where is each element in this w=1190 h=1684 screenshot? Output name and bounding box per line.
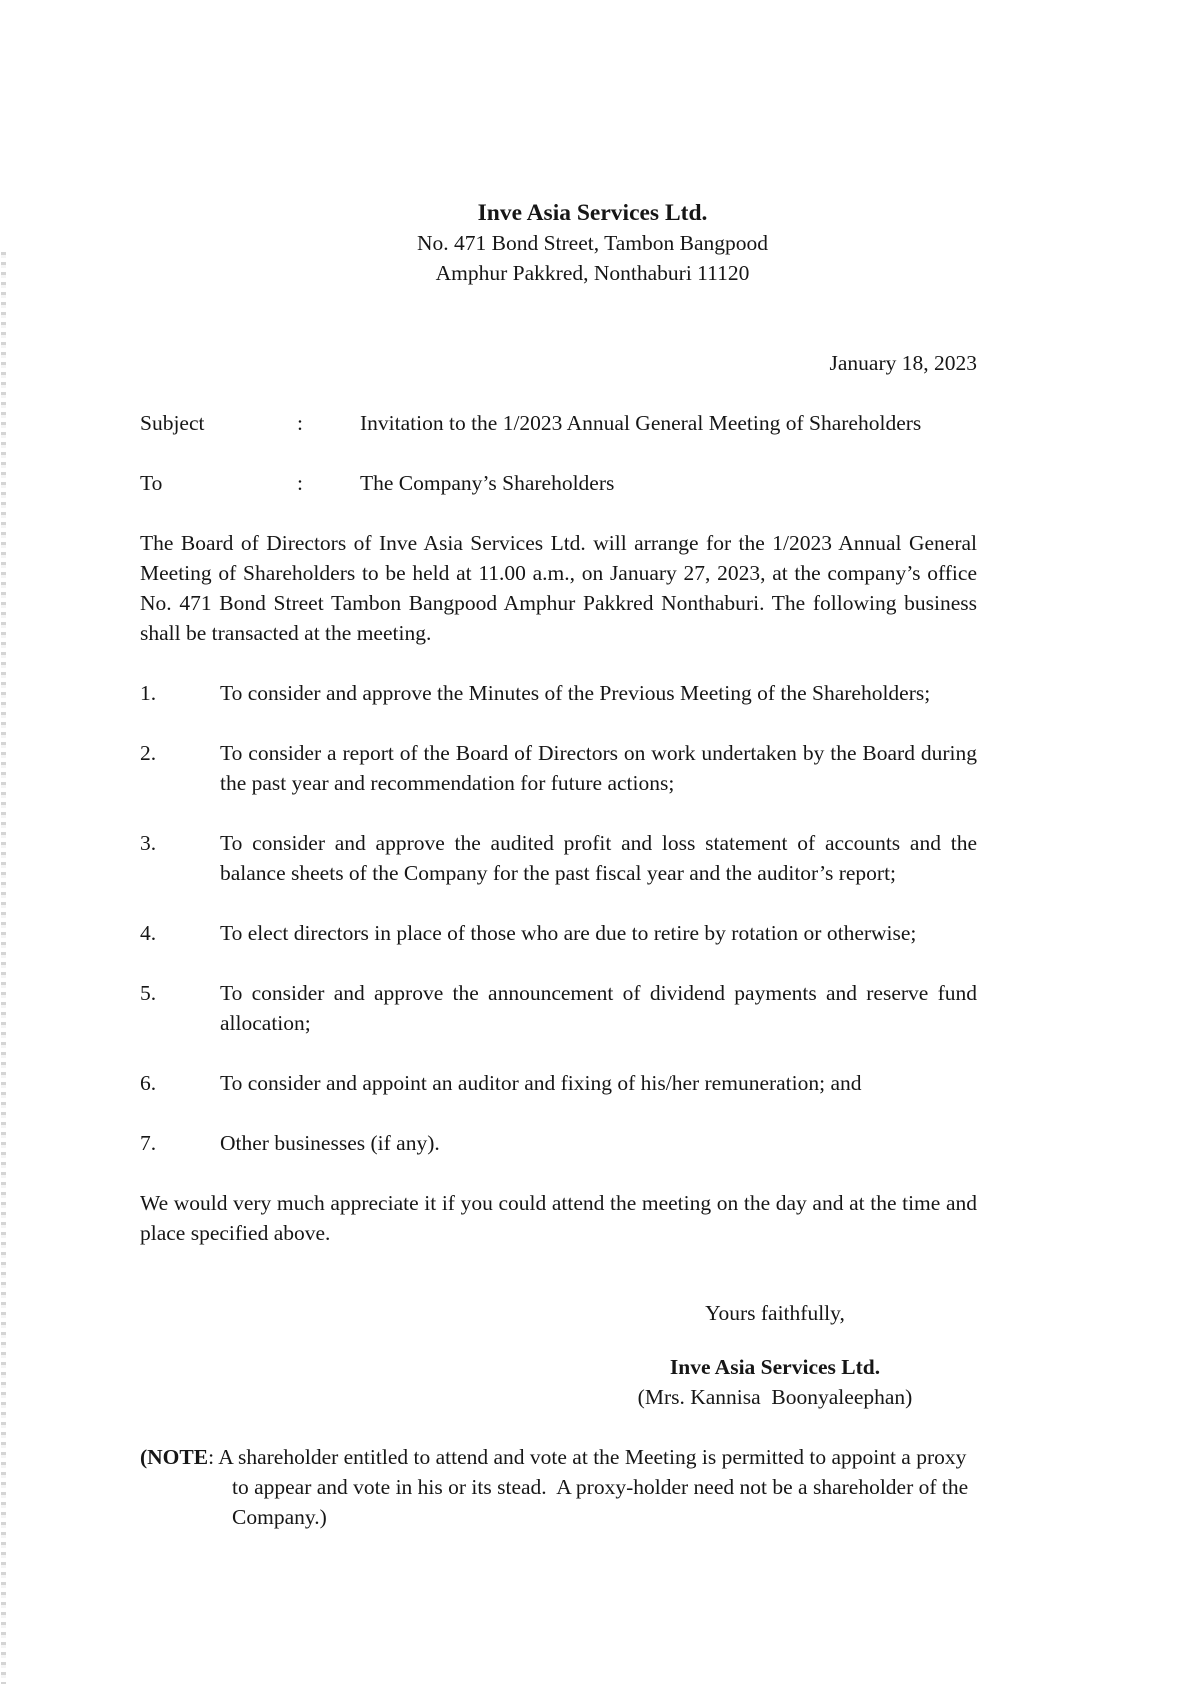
agenda-item-text: To consider and appoint an auditor and fixing of his/her remuneration; and: [220, 1071, 862, 1095]
agenda-item-number: 6.: [140, 1071, 157, 1095]
company-name: Inve Asia Services Ltd.: [477, 200, 708, 226]
agenda-item-text: To elect directors in place of those who are due to retire by rotation or otherwise;: [220, 921, 917, 945]
agenda-item-number: 4.: [140, 921, 157, 945]
subject-colon: :: [297, 411, 303, 435]
signatory-name: (Mrs. Kannisa Boonyaleephan): [637, 1385, 913, 1409]
note-separator: :: [208, 1445, 219, 1469]
agenda-item-number: 7.: [140, 1131, 157, 1155]
to-label: To: [140, 471, 163, 495]
agenda-item-text: To consider and approve the announcement of dividend payments and reserve fund allocation;: [220, 981, 977, 1035]
note-label: (NOTE: [140, 1445, 209, 1469]
intro-paragraph: The Board of Directors of Inve Asia Services Ltd. will arrange for the 1/2023 Annual General Meeting of Shareholders to be held at 11.00 a.m., on January 27, 2023, at the company’s office No. 471 Bond Street Tambon Bangpood Amphur Pakkred Nonthaburi. The following business shall be transacted at the meeting.: [140, 531, 977, 645]
agenda-item-3: [140, 828, 977, 888]
to-value: The Company’s Shareholders: [360, 471, 615, 495]
note-block: [140, 1442, 977, 1532]
agenda-item-number: 1.: [140, 681, 157, 705]
closing-paragraph: We would very much appreciate it if you could attend the meeting on the day and at the time and place specified above.: [140, 1191, 977, 1245]
agenda-item-text: To consider and approve the audited profit and loss statement of accounts and the balance sheets of the Company for the past fiscal year and the auditor’s report;: [220, 831, 977, 885]
agenda-item-number: 2.: [140, 741, 157, 765]
subject-value: Invitation to the 1/2023 Annual General Meeting of Shareholders: [360, 411, 922, 435]
note-text: A shareholder entitled to attend and vote at the Meeting is permitted to appoint a proxy to appear and vote in his or its stead. A proxy-holder need not be a shareholder of the Company.): [218, 1445, 974, 1529]
valediction: Yours faithfully,: [705, 1301, 845, 1325]
agenda-item-text: To consider and approve the Minutes of the Previous Meeting of the Shareholders;: [220, 681, 931, 705]
agenda-item-number: 3.: [140, 831, 157, 855]
address-line-2: Amphur Pakkred, Nonthaburi 11120: [435, 261, 750, 285]
subject-label: Subject: [140, 411, 205, 435]
agenda-list: [140, 678, 977, 1158]
letterhead: [208, 198, 977, 288]
agenda-item-4: [140, 918, 977, 948]
to-row: [140, 468, 977, 498]
to-colon: :: [297, 471, 303, 495]
agenda-item-number: 5.: [140, 981, 157, 1005]
agenda-item-text: To consider a report of the Board of Directors on work undertaken by the Board during the past year and recommendation for future actions;: [220, 741, 977, 795]
address-line-1: No. 471 Bond Street, Tambon Bangpood: [416, 231, 769, 255]
agenda-item-6: [140, 1068, 977, 1098]
scan-artifact-left-edge: [1, 252, 6, 1684]
agenda-item-1: [140, 678, 977, 708]
signature-company: Inve Asia Services Ltd.: [669, 1355, 881, 1379]
signature-block: [575, 1298, 975, 1412]
letter-date: January 18, 2023: [829, 351, 977, 375]
agenda-item-text: Other businesses (if any).: [220, 1131, 440, 1155]
agenda-item-2: [140, 738, 977, 798]
agenda-item-5: [140, 978, 977, 1038]
agenda-item-7: [140, 1128, 977, 1158]
subject-row: [140, 408, 977, 438]
